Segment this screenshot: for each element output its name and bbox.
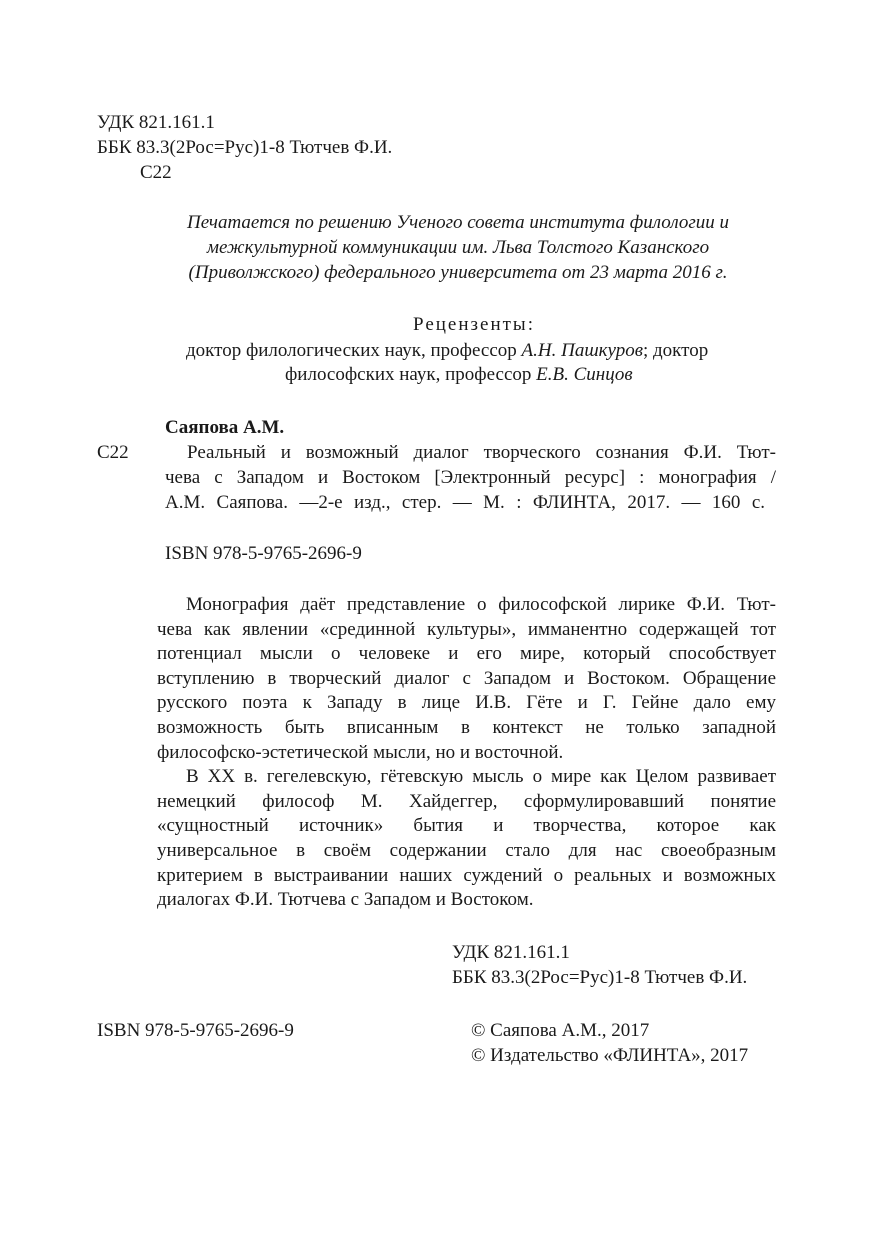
footer-udk: УДК 821.161.1 — [452, 942, 570, 963]
header-udk: УДК 821.161.1 — [97, 112, 215, 133]
abstract-p1-line-6: возможность быть вписанным в контекст не только западной — [157, 717, 776, 738]
abstract-p2-line-5: критерием в выстраивании наших суждений о реальных и возможных — [157, 864, 776, 886]
record-line-3: А.М. Саяпова. —2-е изд., стер. — М. : ФЛИНТА, 2017. — 160 с. — [165, 492, 765, 513]
approval-line-2: межкультурной коммуникации им. Льва Толстого Казанского — [206, 237, 710, 258]
copyright-publisher: © Издательство «ФЛИНТА», 2017 — [471, 1045, 749, 1066]
abstract-p2-line-1: В XX в. гегелевскую, гётевскую мысль о мире как Целом развивает — [186, 766, 776, 788]
approval-line-1: Печатается по решению Ученого совета института филологии и — [186, 212, 729, 233]
abstract-p1-line-7: философско-эстетической мысли, но и восточной. — [157, 741, 564, 763]
reviewers-heading: Рецензенты: — [413, 314, 535, 335]
footer-bbk: ББК 83.3(2Рос=Рус)1-8 Тютчев Ф.И. — [452, 967, 748, 988]
abstract-p1-line-2: чева как явлении «срединной культуры», имманентно содержащей тот — [157, 618, 776, 640]
reviewers-line-2 — [285, 363, 633, 387]
abstract-p1-line-1: Монография даёт представление о философской лирике Ф.И. Тют- — [186, 594, 776, 615]
header-author-mark: С22 — [140, 162, 172, 183]
abstract-p2-line-2: немецкий философ М. Хайдеггер, сформулировавший понятие — [157, 790, 776, 812]
reviewers-line-1-suffix: ; доктор — [642, 340, 709, 361]
reviewers-line-1 — [186, 339, 708, 363]
reviewer-1-name: А.Н. Пашкуров — [521, 340, 643, 361]
abstract-p2-line-3: «сущностный источник» бытия и творчества, которое как — [157, 815, 776, 837]
record-line-1: Реальный и возможный диалог творческого сознания Ф.И. Тют- — [187, 442, 776, 463]
record-isbn: ISBN 978-5-9765-2696-9 — [165, 543, 362, 564]
reviewers-line-1-prefix: доктор филологических наук, профессор — [186, 340, 522, 361]
reviewers-line-2-prefix: философских наук, профессор — [285, 364, 537, 385]
abstract-p1-line-5: русского поэта к Западу в лице И.В. Гёте и Г. Гейне дало ему — [157, 692, 776, 714]
abstract-p1-line-3: потенциал мысли о человеке и его мире, который способствует — [157, 643, 776, 665]
record-author: Саяпова А.М. — [165, 417, 285, 438]
record-mark: С22 — [97, 442, 129, 463]
copyright-author: © Саяпова А.М., 2017 — [471, 1020, 650, 1041]
reviewer-2-name: Е.В. Синцов — [536, 364, 633, 385]
record-line-2: чева с Западом и Востоком [Электронный ресурс] : монография / — [165, 467, 776, 488]
approval-line-3: (Приволжского) федерального университета от 23 марта 2016 г. — [188, 262, 728, 283]
header-bbk: ББК 83.3(2Рос=Рус)1-8 Тютчев Ф.И. — [97, 137, 393, 158]
abstract-p1-line-4: вступлению в творческий диалог с Западом и Востоком. Обращение — [157, 667, 776, 689]
abstract-p2-line-6: диалогах Ф.И. Тютчева с Западом и Востоком. — [157, 889, 534, 911]
footer-isbn: ISBN 978-5-9765-2696-9 — [97, 1020, 294, 1041]
abstract-p2-line-4: универсальное в своём содержании стало для нас своеобразным — [157, 840, 776, 861]
